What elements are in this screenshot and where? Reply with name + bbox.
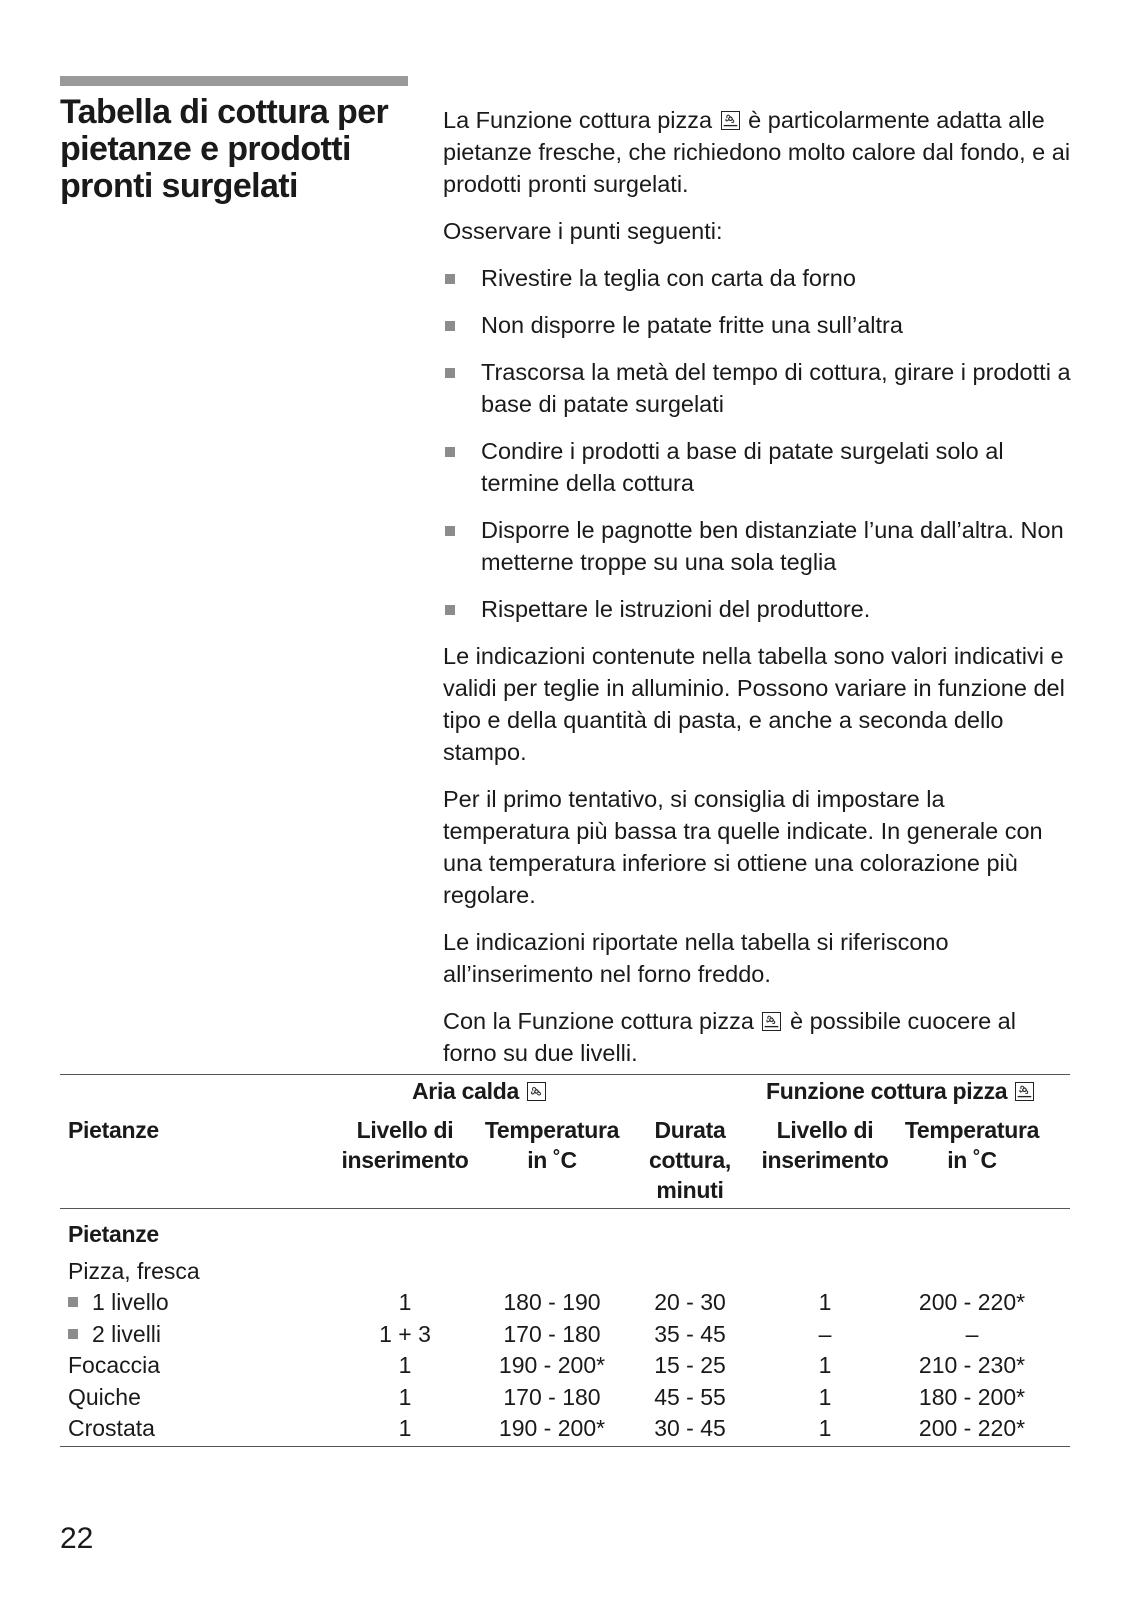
group-header-pizza: Funzione cottura pizza xyxy=(766,1076,1036,1106)
column-header-temperatura: Temperatura in ˚C xyxy=(484,1117,620,1173)
subgroup-label: Pizza, fresca xyxy=(68,1258,200,1284)
square-bullet-icon xyxy=(445,605,455,615)
cell-temperatura-pizza: 200 - 220* xyxy=(918,1415,1026,1441)
cell-livello-pizza: 1 xyxy=(818,1383,832,1410)
row-label: 2 livelli xyxy=(68,1319,161,1349)
column-header-durata: Durata cottura, minuti xyxy=(649,1117,731,1203)
cell-livello-pizza: 1 xyxy=(818,1415,832,1441)
column-header-temperatura-pizza: Temperatura in ˚C xyxy=(904,1117,1040,1173)
cell-livello: 1 xyxy=(398,1383,412,1410)
table-bottom-rule xyxy=(60,1446,1070,1447)
column-header-livello-pizza: Livello di inserimento xyxy=(761,1117,889,1173)
square-bullet-icon xyxy=(68,1329,78,1339)
paragraph-values-note: Le indicazioni contenute nella tabella sono valori indicativi e validi per teglie in alluminio. Possono variare in funzione del tipo e della quantità di pasta, e anche a seconda dello stampo. xyxy=(443,643,1065,765)
cell-durata: 35 - 45 xyxy=(654,1320,726,1347)
intro-paragraph xyxy=(443,104,1073,200)
pizza-function-icon xyxy=(762,1012,781,1031)
paragraph-temperature-tip: Per il primo tentativo, si consiglia di impostare la temperatura più bassa tra quelle indicate. In generale con una temperatura inferiore si ottiene una colorazione più regolare. xyxy=(443,786,1043,908)
list-item: Rispettare le istruzioni del produttore. xyxy=(443,593,1073,625)
column-header-pietanze: Pietanze xyxy=(68,1117,159,1143)
pizza-function-icon xyxy=(1015,1082,1034,1101)
cell-temperatura-pizza: – xyxy=(965,1320,979,1347)
table-top-rule xyxy=(60,1074,1070,1075)
cell-livello: 1 xyxy=(398,1415,412,1441)
cell-temperatura: 190 - 200* xyxy=(498,1352,606,1378)
square-bullet-icon xyxy=(445,274,455,284)
row-label: Crostata xyxy=(68,1415,155,1441)
cell-temperatura: 190 - 200* xyxy=(498,1415,606,1441)
cell-temperatura-pizza: 210 - 230* xyxy=(918,1352,1026,1378)
paragraph-two-levels: Con la Funzione cottura pizza è possibile cuocere al forno su due livelli. xyxy=(443,1008,1016,1066)
group-header-aria-calda: Aria calda xyxy=(412,1076,548,1106)
column-header-livello: Livello di inserimento xyxy=(341,1117,469,1173)
cell-durata: 20 - 30 xyxy=(654,1289,726,1315)
cell-temperatura-pizza: 200 - 220* xyxy=(918,1289,1026,1315)
square-bullet-icon xyxy=(445,368,455,378)
row-label: Quiche xyxy=(68,1383,141,1410)
pizza-function-icon xyxy=(721,111,740,130)
cell-temperatura: 180 - 190 xyxy=(503,1289,601,1315)
cell-durata: 45 - 55 xyxy=(654,1383,726,1410)
square-bullet-icon xyxy=(445,321,455,331)
cell-livello: 1 xyxy=(398,1289,412,1315)
paragraph-cold-oven: Le indicazioni riportate nella tabella si riferiscono all’inserimento nel forno freddo. xyxy=(443,929,949,987)
cell-temperatura-pizza: 180 - 200* xyxy=(918,1383,1026,1410)
square-bullet-icon xyxy=(68,1297,78,1307)
cell-livello-pizza: 1 xyxy=(818,1352,832,1378)
list-item: Condire i prodotti a base di patate surgelati solo al termine della cottura xyxy=(443,435,1073,499)
square-bullet-icon xyxy=(445,447,455,457)
row-label: 1 livello xyxy=(68,1287,169,1317)
header-bottom-rule xyxy=(60,1208,1070,1209)
cell-temperatura: 170 - 180 xyxy=(503,1320,601,1347)
intro-text-after: è particolarmente adatta alle pietanze fresche, che richiedono molto calore dal fondo, e ai prodotti pronti surgelati. xyxy=(443,107,1071,197)
bullet-list xyxy=(443,262,1073,625)
intro-text-before: La Funzione cottura pizza xyxy=(443,107,713,133)
list-item: Non disporre le patate fritte una sull’altra xyxy=(443,309,1073,341)
cell-durata: 15 - 25 xyxy=(654,1352,726,1378)
square-bullet-icon xyxy=(445,526,455,536)
cell-livello-pizza: 1 xyxy=(818,1289,832,1315)
row-label: Focaccia xyxy=(68,1352,161,1378)
section-heading: Pietanze xyxy=(68,1221,159,1247)
cell-livello: 1 xyxy=(398,1352,412,1378)
cell-livello-pizza: – xyxy=(818,1320,832,1347)
fan-icon xyxy=(527,1082,546,1101)
cell-durata: 30 - 45 xyxy=(654,1415,726,1441)
cell-livello: 1 + 3 xyxy=(379,1320,431,1347)
instructions-lead: Osservare i punti seguenti: xyxy=(443,218,723,244)
list-item: Trascorsa la metà del tempo di cottura, girare i prodotti a base di patate surgelati xyxy=(443,356,1073,420)
page-number: 22 xyxy=(60,1522,94,1555)
top-rule xyxy=(60,76,408,86)
list-item: Disporre le pagnotte ben distanziate l’una dall’altra. Non metterne troppe su una sola teglia xyxy=(443,514,1073,578)
list-item: Rivestire la teglia con carta da forno xyxy=(443,262,1073,294)
body-column xyxy=(443,104,1073,1084)
page-title: Tabella di cottura per pietanze e prodotti pronti surgelati xyxy=(60,93,389,205)
cell-temperatura: 170 - 180 xyxy=(503,1383,601,1410)
